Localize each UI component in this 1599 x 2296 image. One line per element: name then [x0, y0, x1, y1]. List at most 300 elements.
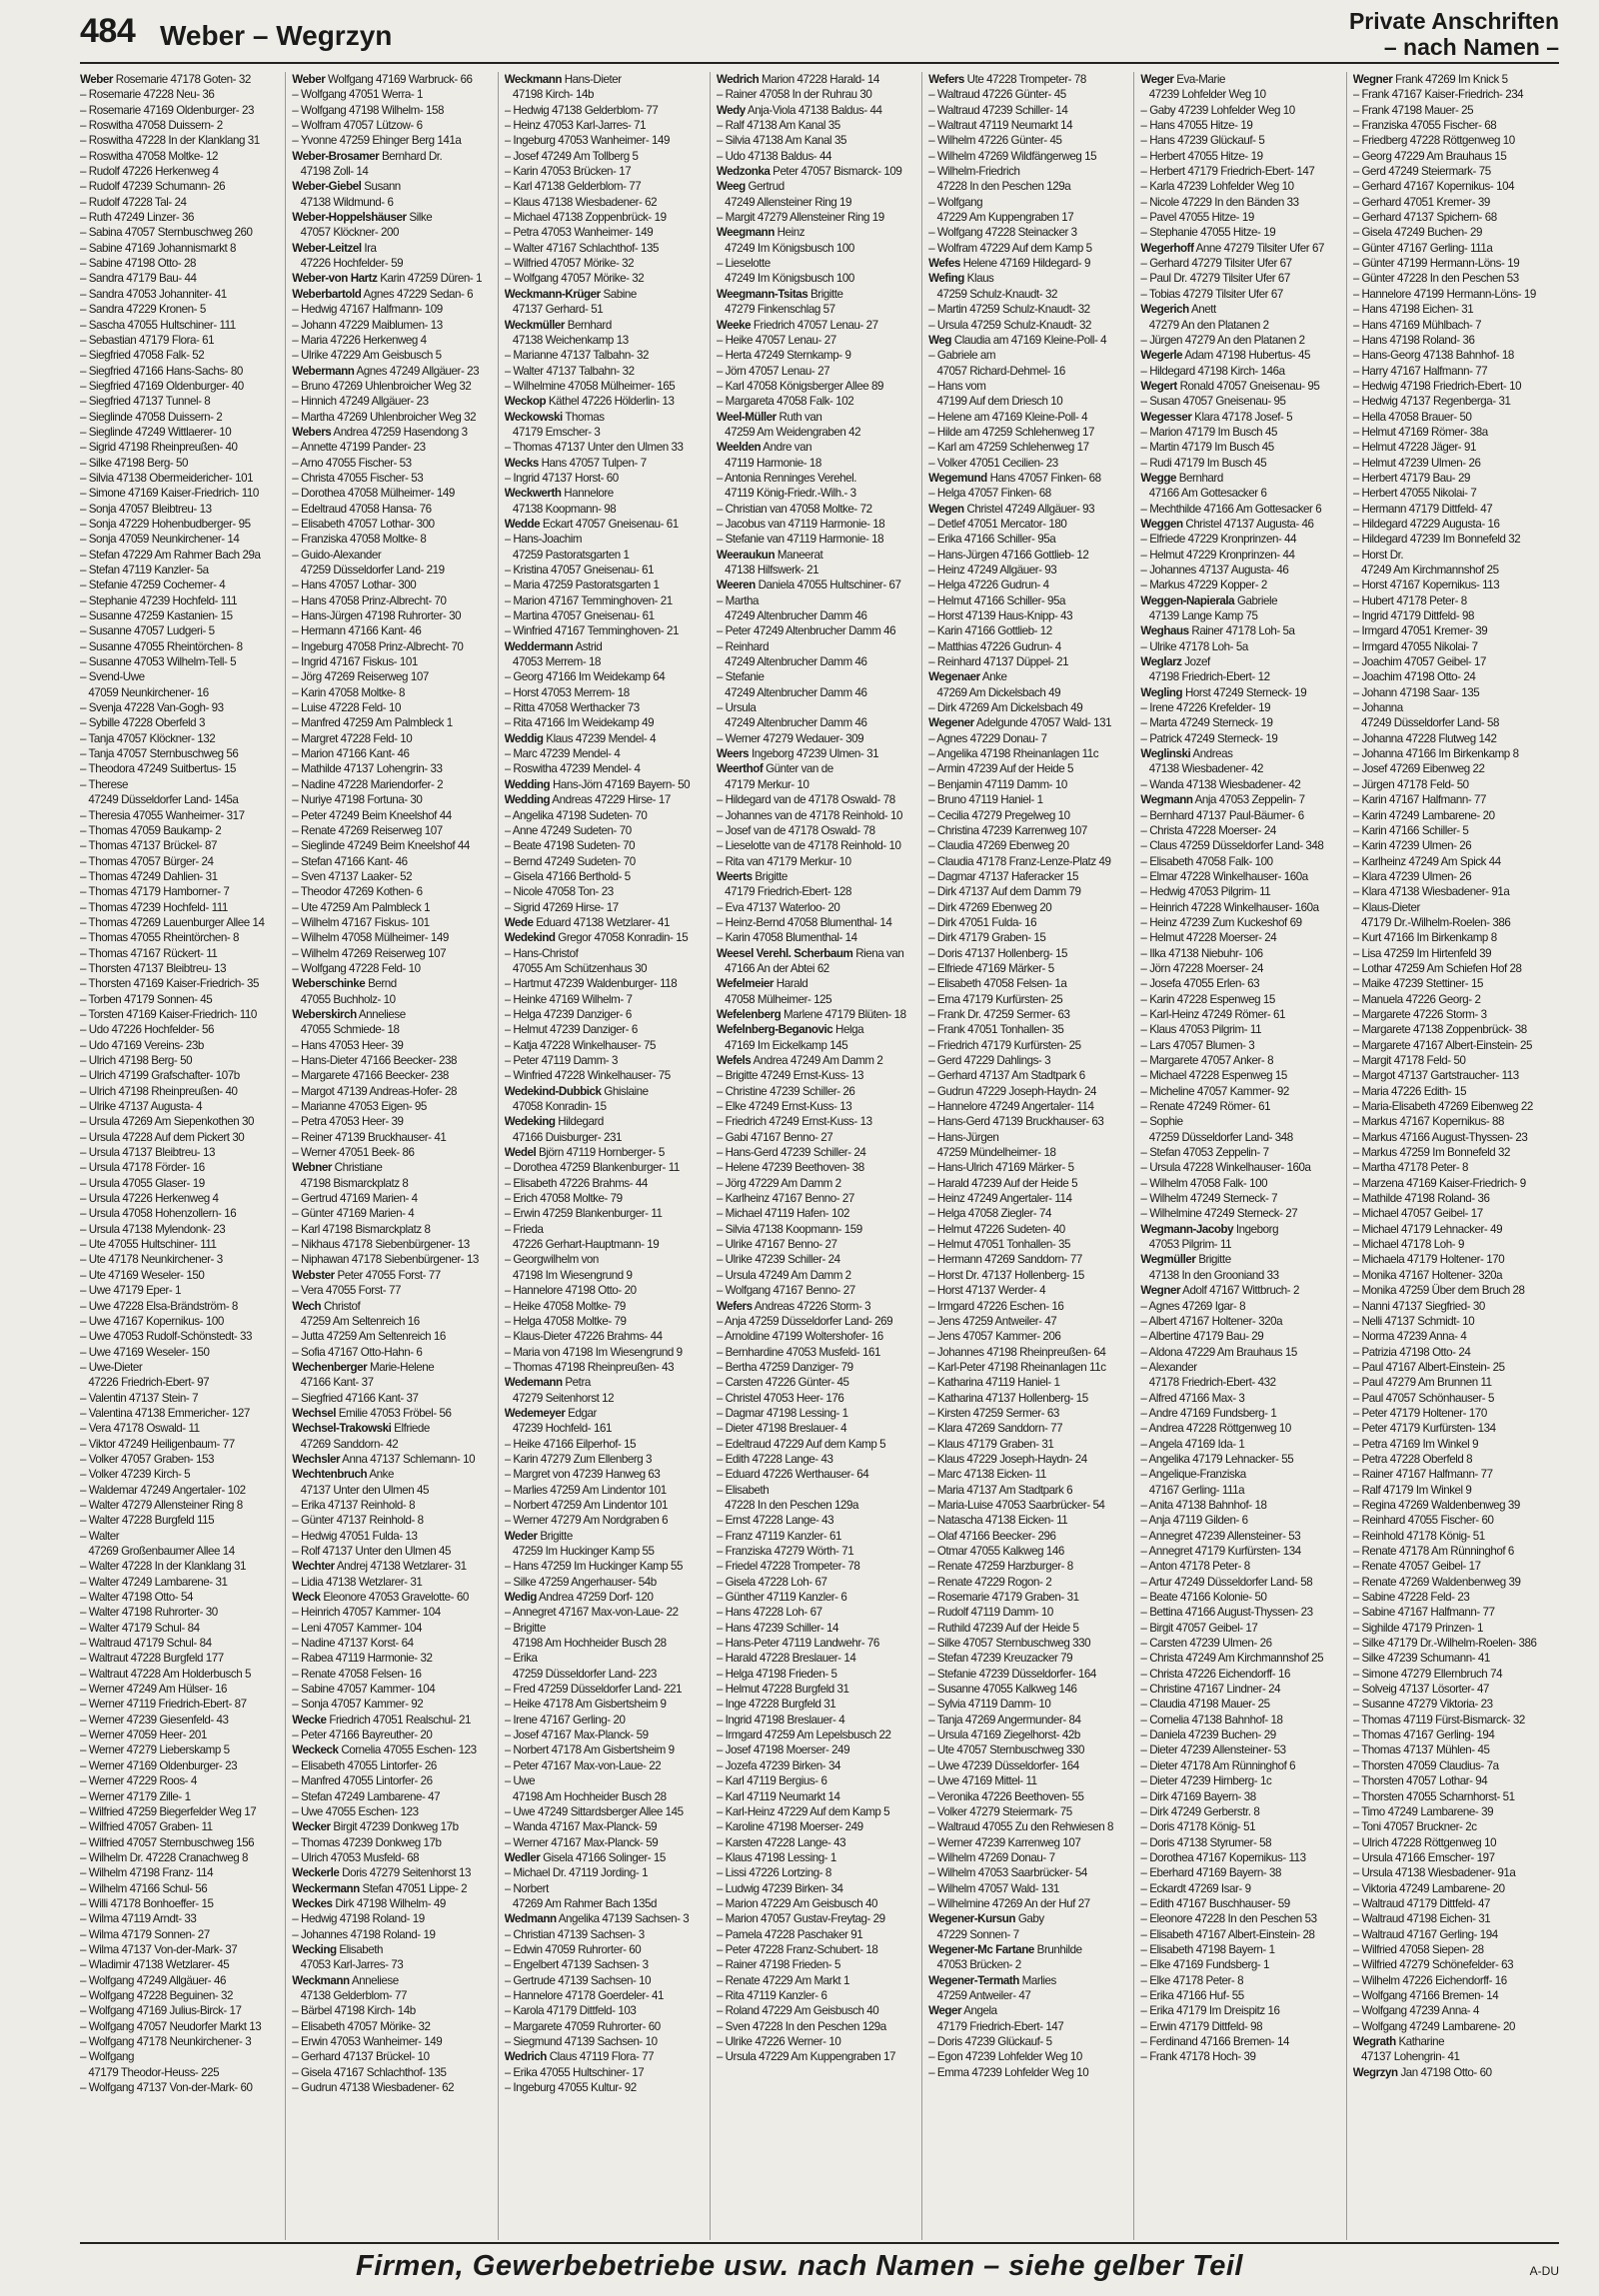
entry-text: Andrea 47249 Am Damm 2 [753, 1054, 883, 1067]
listing-entry [717, 669, 917, 684]
listing-entry [717, 333, 917, 348]
entry-text: – Bernhardine 47053 Musfeld- 161 [716, 1345, 880, 1359]
listing-entry [928, 456, 1129, 471]
entry-text: – Katharina 47137 Hollenberg- 15 [928, 1391, 1088, 1405]
listing-entry [292, 502, 493, 517]
entry-text: – Torben 47179 Sonnen- 45 [80, 992, 213, 1006]
entry-text: – Uwe 47169 Mittel- 11 [928, 1774, 1037, 1788]
entry-text: – Marion 47179 Im Busch 45 [1140, 425, 1277, 439]
entry-text: – Carsten 47239 Ulmen- 26 [1140, 1637, 1272, 1651]
listing-entry [80, 1498, 281, 1513]
entry-text: – Wilhelm 47057 Wald- 131 [928, 1881, 1059, 1895]
entry-text: – Wilhelmine 47249 Sterneck- 27 [1140, 1207, 1298, 1221]
listing-entry [928, 1605, 1129, 1620]
listing-entry [1353, 532, 1555, 547]
listing-entry [1140, 1636, 1341, 1651]
listing-entry [505, 1299, 706, 1314]
listing-entry [80, 1529, 281, 1544]
entry-text: Anneliese [358, 1007, 406, 1021]
listing-entry [1140, 364, 1341, 379]
entry-surname: Wedzonka [716, 165, 771, 179]
listing-entry [1140, 1575, 1341, 1590]
entry-surname: Wedemeyer [504, 1406, 566, 1420]
entry-text: – Dorothea 47167 Kopernikus- 113 [1140, 1850, 1306, 1864]
entry-text: Brigitte [755, 869, 788, 883]
entry-text: – Wilfried 47279 Schönefelder- 63 [1352, 1958, 1514, 1972]
listing-entry [505, 1437, 706, 1452]
entry-text: – Volker 47239 Kirch- 5 [80, 1468, 191, 1482]
entry-surname: Wechtenbruch [292, 1468, 368, 1482]
entry-text: – Werner 47179 Zille- 1 [80, 1789, 191, 1803]
listing-entry [928, 961, 1129, 976]
listing-entry [80, 1957, 281, 1972]
listing-entry [505, 1252, 706, 1267]
listing-entry [292, 287, 493, 302]
entry-text: – Stefan 47119 Kanzler- 5a [80, 564, 209, 576]
entry-text: – Karl-Peter 47198 Rheinanlagen 11c [928, 1360, 1106, 1374]
listing-entry [292, 1605, 493, 1620]
entry-surname: Wegerle [1140, 349, 1183, 363]
listing-entry [1353, 1529, 1555, 1544]
listing-entry [80, 746, 281, 761]
listing-entry [1140, 1084, 1341, 1099]
listing-entry [80, 1114, 281, 1129]
entry-text: – Marc 47138 Eicken- 11 [928, 1468, 1046, 1482]
entry-text: – Herbert 47055 Nikolai- 7 [1352, 487, 1477, 501]
listing-entry [1353, 1927, 1555, 1942]
listing-entry [292, 884, 493, 899]
entry-text: 47139 Lange Kamp 75 [1140, 609, 1258, 623]
listing-entry [928, 1498, 1129, 1513]
listing-entry [80, 1206, 281, 1221]
entry-text: – Karl-Heinz 47229 Auf dem Kamp 5 [716, 1804, 890, 1818]
listing-entry [1353, 2034, 1555, 2049]
entry-text: – Wilhelm 47198 Franz- 114 [80, 1866, 214, 1880]
entry-text: Anke [369, 1468, 394, 1482]
entry-text: – Stefanie 47239 Düsseldorfer- 164 [928, 1667, 1096, 1681]
listing-entry [1140, 1651, 1341, 1666]
listing-entry [80, 1406, 281, 1421]
listing-entry [505, 2080, 706, 2095]
entry-text: – Elisabeth 47226 Brahms- 44 [504, 1176, 648, 1190]
entry-surname: Wegmann-Jacoby [1140, 1222, 1234, 1236]
entry-text: – Horst 47167 Kopernikus- 113 [1352, 578, 1500, 592]
listing-entry [928, 577, 1129, 592]
entry-text: – Thorsten 47055 Scharnhorst- 51 [1352, 1789, 1515, 1803]
listing-entry [292, 1667, 493, 1682]
listing-entry [505, 1421, 706, 1436]
entry-text: – Hans-Georg 47138 Bahnhof- 18 [1352, 349, 1514, 363]
listing-entry [1353, 1973, 1555, 1988]
page-number: 484 [80, 12, 136, 50]
entry-text: – Hildegard 47229 Augusta- 16 [1352, 517, 1500, 531]
listing-entry [505, 1375, 706, 1390]
entry-text: Wolfgang 47169 Warbruck- 66 [328, 73, 473, 86]
entry-text: – Wilfried 47058 Siepen- 28 [1352, 1942, 1484, 1956]
listing-entry [928, 1467, 1129, 1482]
listing-entry [505, 1360, 706, 1375]
entry-text: – Bertha 47259 Danziger- 79 [716, 1360, 853, 1374]
listing-entry [928, 563, 1129, 577]
listing-entry [928, 1406, 1129, 1421]
entry-text: – Rosemarie 47228 Neu- 36 [80, 88, 215, 102]
listing-entry [1353, 1896, 1555, 1911]
entry-text: – Hans 47057 Lothar- 300 [292, 578, 417, 592]
entry-text: – Angelika 47198 Rheinanlagen 11c [928, 747, 1099, 761]
listing-entry [717, 532, 917, 547]
entry-text: – Eva 47137 Waterloo- 20 [716, 900, 840, 914]
listing-column [717, 72, 922, 2240]
listing-entry [717, 715, 917, 730]
entry-text: – Franz 47119 Kanzler- 61 [716, 1529, 842, 1543]
listing-entry [292, 946, 493, 961]
entry-text: – Tanja 47057 Sternbuschweg 56 [80, 747, 239, 761]
listing-entry [505, 746, 706, 761]
entry-text: – Hedwig 47167 Halfmann- 109 [292, 303, 443, 317]
entry-text: – Sonja 47057 Bleibtreu- 13 [80, 502, 212, 516]
entry-text: Hans-Dieter [564, 73, 622, 86]
entry-text: – Edeltraud 47058 Hansa- 76 [292, 502, 432, 516]
entry-text: – Sybille 47228 Oberfeld 3 [80, 716, 205, 730]
listing-entry [928, 271, 1129, 286]
entry-text: – Margit 47178 Feld- 50 [1352, 1054, 1466, 1067]
listing-entry [928, 1252, 1129, 1267]
listing-entry [292, 1727, 493, 1742]
entry-text: – Josef van de 47178 Oswald- 78 [716, 823, 875, 837]
listing-entry [717, 1651, 917, 1666]
listing-entry [1140, 471, 1341, 486]
listing-entry [717, 517, 917, 532]
entry-text: – Karl 47138 Gelderblom- 77 [504, 180, 642, 194]
listing-entry [928, 1022, 1129, 1037]
entry-text: – Horst Dr. [1352, 548, 1404, 562]
entry-text: – Elisabeth 47167 Albert-Einstein- 28 [1140, 1927, 1315, 1941]
listing-entry [292, 256, 493, 271]
entry-text: – Ursula 47137 Bleibtreu- 13 [80, 1146, 215, 1160]
listing-entry [928, 410, 1129, 425]
listing-entry [1140, 1758, 1341, 1773]
entry-text: – Walter 47228 Burgfeld 115 [80, 1514, 215, 1528]
entry-surname: Wedel [504, 1146, 537, 1160]
listing-entry [1353, 195, 1555, 210]
entry-text: – Stefanie 47259 Cochemer- 4 [80, 578, 226, 592]
listing-entry [928, 1559, 1129, 1574]
listing-entry [1140, 502, 1341, 517]
entry-text: – Horst Dr. 47137 Hollenberg- 15 [928, 1268, 1084, 1282]
listing-entry [1140, 1896, 1341, 1911]
listing-entry [717, 1375, 917, 1390]
listing-entry [928, 946, 1129, 961]
entry-text: – Sieglinde 47249 Beim Kneelshof 44 [292, 839, 470, 853]
entry-text: – Sophie [1140, 1115, 1183, 1129]
listing-entry [928, 1835, 1129, 1850]
entry-text: – Claudia 47198 Mauer- 25 [1140, 1698, 1270, 1712]
listing-entry [928, 2003, 1129, 2018]
entry-text: – Karin 47058 Blumenthal- 14 [716, 931, 857, 945]
entry-text: Christiane [334, 1161, 383, 1175]
entry-text: – Silvia 47138 Am Kanal 35 [716, 134, 846, 148]
entry-text: – Sabine 47169 Johannismarkt 8 [80, 241, 237, 255]
listing-entry [80, 1160, 281, 1175]
entry-text: 47166 Kant- 37 [292, 1376, 374, 1390]
entry-text: – Jens 47259 Antweiler- 47 [928, 1314, 1057, 1328]
listing-entry [717, 1896, 917, 1911]
entry-text: – Reinhard 47055 Fischer- 60 [1352, 1514, 1494, 1528]
entry-text: – Christian 47139 Sachsen- 3 [504, 1927, 645, 1941]
listing-entry [292, 1927, 493, 1942]
listing-entry [717, 1667, 917, 1682]
entry-text: 47229 Sonnen- 7 [928, 1927, 1019, 1941]
listing-entry [717, 1957, 917, 1972]
entry-text: – Georgwilhelm von [504, 1253, 599, 1267]
listing-entry [505, 1498, 706, 1513]
entry-text: Maneerat [777, 548, 823, 562]
listing-entry [80, 1130, 281, 1145]
entry-surname: Wegrzyn [1352, 2065, 1398, 2079]
entry-text: – Renate 47259 Harzburger- 8 [928, 1560, 1073, 1574]
listing-entry [80, 1222, 281, 1237]
entry-text: – Margarete 47226 Storm- 3 [1352, 1007, 1487, 1021]
listing-entry [1353, 1483, 1555, 1498]
listing-entry [292, 593, 493, 608]
entry-text: – Ulrich 47198 Rheinpreußen- 40 [80, 1084, 238, 1098]
entry-surname: Webermann [292, 364, 355, 378]
listing-entry [717, 1819, 917, 1834]
listing-entry [1140, 1881, 1341, 1896]
entry-text: – Agnes 47229 Donau- 7 [928, 731, 1047, 745]
listing-entry [1140, 440, 1341, 455]
entry-text: – Hans 47239 Glückauf- 5 [1140, 134, 1265, 148]
listing-entry [717, 1222, 917, 1237]
listing-entry [928, 1222, 1129, 1237]
listing-entry [1353, 946, 1555, 961]
listing-entry [80, 792, 281, 807]
entry-text: 47179 Friedrich-Ebert- 147 [928, 2019, 1064, 2033]
entry-text: – Margareta 47058 Falk- 102 [716, 395, 854, 409]
entry-text: 47249 Altenbrucher Damm 46 [716, 655, 867, 669]
entry-text: – Elisabeth 47058 Falk- 100 [1140, 854, 1273, 868]
listing-entry [1353, 715, 1555, 730]
entry-text: – Wolfgang 47057 Neudorfer Markt 13 [80, 2019, 262, 2033]
entry-text: 47249 Altenbrucher Damm 46 [716, 609, 867, 623]
entry-text: – Ulrike 47137 Augusta- 4 [80, 1100, 203, 1114]
listing-entry [717, 164, 917, 179]
entry-text: – Ingeburg 47055 Kultur- 92 [504, 2081, 637, 2095]
entry-text: Rosemarie 47178 Goten- 32 [115, 73, 251, 86]
listing-entry [928, 1697, 1129, 1712]
entry-text: – Wolfgang 47249 Allgäuer- 46 [80, 1973, 226, 1987]
entry-surname: Wegge [1140, 471, 1176, 485]
listing-entry [928, 1145, 1129, 1160]
listing-entry [505, 410, 706, 425]
entry-text: – Hans-Joachim [504, 533, 583, 547]
entry-text: – Siegfried 47166 Hans-Sachs- 80 [80, 364, 243, 378]
entry-text: – Angelique-Franziska [1140, 1468, 1246, 1482]
listing-entry [928, 1268, 1129, 1283]
entry-text: – Ute 47055 Hultschiner- 111 [80, 1238, 217, 1252]
entry-text: – Klaus 47053 Pilgrim- 11 [1140, 1023, 1262, 1037]
entry-surname: Webner [292, 1161, 332, 1175]
entry-text: – Waldemar 47249 Angertaler- 102 [80, 1483, 246, 1497]
listing-entry [505, 1621, 706, 1636]
listing-entry [80, 854, 281, 869]
listing-entry [928, 792, 1129, 807]
entry-text: – Anita 47138 Bahnhof- 18 [1140, 1498, 1267, 1512]
entry-text: – Frank 47051 Tonhallen- 35 [928, 1023, 1064, 1037]
entry-text: – Gerhard 47137 Am Stadtpark 6 [928, 1069, 1085, 1083]
listing-entry [1353, 1068, 1555, 1083]
listing-entry [1353, 225, 1555, 240]
entry-text: – Katja 47228 Winkelhauser- 75 [504, 1038, 657, 1052]
entry-surname: Weglarz [1140, 655, 1182, 669]
entry-text: – Antonia Renninges Verehel. [716, 471, 857, 485]
listing-entry [80, 502, 281, 517]
entry-text: – Karl 47198 Bismarckplatz 8 [292, 1222, 431, 1236]
entry-text: – Thomas 47167 Rückert- 11 [80, 946, 218, 960]
entry-text: 47167 Gerling- 111a [1140, 1483, 1245, 1497]
listing-entry [1353, 548, 1555, 563]
listing-entry [928, 1713, 1129, 1727]
entry-text: – Karin 47053 Brücken- 17 [504, 165, 632, 179]
entry-text: – Karl 47058 Königsberger Allee 89 [716, 379, 883, 393]
entry-text: – Herbert 47179 Bau- 29 [1352, 471, 1470, 485]
entry-text: – Michael 47119 Hafen- 102 [716, 1207, 849, 1221]
entry-text: – Dieter 47239 Allensteiner- 53 [1140, 1743, 1286, 1757]
entry-text: – Klara 47138 Wiesbadener- 91a [1352, 885, 1510, 899]
listing-entry [80, 471, 281, 486]
listing-entry [1353, 1605, 1555, 1620]
entry-text: – Hannelore 47249 Angertaler- 114 [928, 1100, 1094, 1114]
listing-entry [928, 1007, 1129, 1022]
entry-surname: Wedding [504, 793, 551, 807]
listing-entry [292, 2049, 493, 2064]
listing-entry [292, 1053, 493, 1068]
listing-entry [292, 241, 493, 256]
entry-text: – Rainer 47167 Halfmann- 77 [1352, 1468, 1493, 1482]
entry-text: – Helga 47057 Finken- 68 [928, 487, 1051, 501]
listing-entry [928, 1237, 1129, 1252]
entry-text: – Horst 47053 Merrem- 18 [504, 685, 630, 699]
entry-text: – Michael 47057 Geibel- 17 [1352, 1207, 1483, 1221]
listing-entry [717, 731, 917, 746]
listing-entry [505, 1742, 706, 1757]
listing-entry [292, 1421, 493, 1436]
listing-entry [505, 884, 706, 899]
entry-text: – Walter 47228 In der Klanklang 31 [80, 1560, 247, 1574]
entry-text: – Peter 47167 Max-von-Laue- 22 [504, 1758, 662, 1772]
listing-entry [80, 1773, 281, 1788]
listing-entry [1353, 1391, 1555, 1406]
listing-entry [80, 1865, 281, 1880]
listing-entry [1140, 1237, 1341, 1252]
listing-entry [1353, 1252, 1555, 1267]
listing-entry [1140, 1053, 1341, 1068]
listing-entry [1140, 1621, 1341, 1636]
entry-text: – Ursula 47055 Glaser- 19 [80, 1176, 205, 1190]
entry-text: – Ursula 47226 Herkenweg 4 [80, 1192, 219, 1206]
entry-text: – Harald 47239 Auf der Heide 5 [928, 1176, 1078, 1190]
entry-text: – Johannes 47137 Augusta- 46 [1140, 564, 1289, 576]
listing-entry [1140, 2003, 1341, 2018]
listing-entry [928, 1804, 1129, 1819]
entry-text: – Susanne 47057 Ludgeri- 5 [80, 624, 215, 638]
listing-entry [292, 1590, 493, 1605]
listing-entry [717, 1865, 917, 1880]
listing-entry [505, 1176, 706, 1191]
entry-text: – Sabine 47228 Feld- 23 [1352, 1591, 1470, 1605]
entry-text: – Ute 47259 Am Palmbleck 1 [292, 900, 431, 914]
entry-text: – Ursula 47178 Förder- 16 [80, 1161, 205, 1175]
entry-text: – Silke 47239 Schumann- 41 [1352, 1652, 1490, 1666]
entry-text: – Lieselotte [716, 257, 771, 271]
listing-entry [505, 1114, 706, 1129]
listing-entry [292, 1621, 493, 1636]
listing-entry [1353, 1865, 1555, 1880]
listing-entry [928, 884, 1129, 899]
listing-entry [1353, 1819, 1555, 1834]
entry-text: – Heike 47178 Am Gisbertsheim 9 [504, 1698, 667, 1712]
listing-entry [292, 1773, 493, 1788]
listing-entry [292, 1988, 493, 2003]
entry-text: – Günter 47199 Hermann-Löns- 19 [1352, 257, 1520, 271]
listing-entry [1353, 1727, 1555, 1742]
listing-entry [717, 1206, 917, 1221]
entry-text: – Rabea 47119 Harmonie- 32 [292, 1652, 433, 1666]
entry-text: – Sonja 47059 Neunkirchener- 14 [80, 533, 240, 547]
entry-text: – Paul 47279 Am Brunnen 11 [1352, 1376, 1492, 1390]
listing-entry [80, 195, 281, 210]
entry-text: Christel 47137 Augusta- 46 [1185, 517, 1314, 531]
entry-text: – Siegmund 47139 Sachsen- 10 [504, 2035, 658, 2048]
entry-text: Brigitte [540, 1529, 573, 1543]
entry-text: – Sigrid 47269 Hirse- 17 [504, 900, 619, 914]
listing-entry [1140, 1957, 1341, 1972]
listing-entry [505, 1988, 706, 2003]
entry-surname: Wedy [716, 103, 746, 117]
listing-entry [717, 471, 917, 486]
listing-entry [717, 133, 917, 148]
entry-text: – Rosemarie 47179 Graben- 31 [928, 1591, 1079, 1605]
entry-text: – Sonja 47057 Kammer- 92 [292, 1698, 424, 1712]
listing-entry [292, 456, 493, 471]
entry-surname: Wedler [504, 1850, 541, 1864]
listing-entry [80, 1345, 281, 1360]
listing-entry [1140, 1605, 1341, 1620]
listing-entry [505, 2003, 706, 2018]
entry-text: Klaus 47239 Mendel- 4 [546, 731, 657, 745]
entry-text: – Josef 47198 Moerser- 249 [716, 1743, 850, 1757]
entry-text: – Siegfried 47137 Tunnel- 8 [80, 395, 211, 409]
entry-text: – Heinz 47053 Karl-Jarres- 71 [504, 119, 647, 133]
entry-text: – Nadine 47228 Mariendorfer- 2 [292, 777, 444, 791]
entry-text: 47057 Richard-Dehmel- 16 [928, 364, 1065, 378]
entry-text: – Jacobus van 47119 Harmonie- 18 [716, 517, 885, 531]
listing-entry [80, 1713, 281, 1727]
listing-entry [928, 1621, 1129, 1636]
listing-entry [505, 854, 706, 869]
listing-entry [1140, 179, 1341, 194]
entry-text: – Nanni 47137 Siegfried- 30 [1352, 1299, 1485, 1313]
entry-text: – Christel 47053 Heer- 176 [716, 1391, 844, 1405]
listing-entry [1140, 1160, 1341, 1175]
entry-text: – Manfred 47055 Lintorfer- 26 [292, 1774, 433, 1788]
entry-text: – Werner 47279 Am Nordgraben 6 [504, 1514, 669, 1528]
entry-text: – Herbert 47179 Friedrich-Ebert- 147 [1140, 165, 1315, 179]
listing-entry [717, 1114, 917, 1129]
entry-surname: Weberskirch [292, 1007, 357, 1021]
entry-text: – Ruth 47249 Linzer- 36 [80, 211, 195, 225]
entry-text: – Erika 47137 Reinhold- 8 [292, 1498, 416, 1512]
